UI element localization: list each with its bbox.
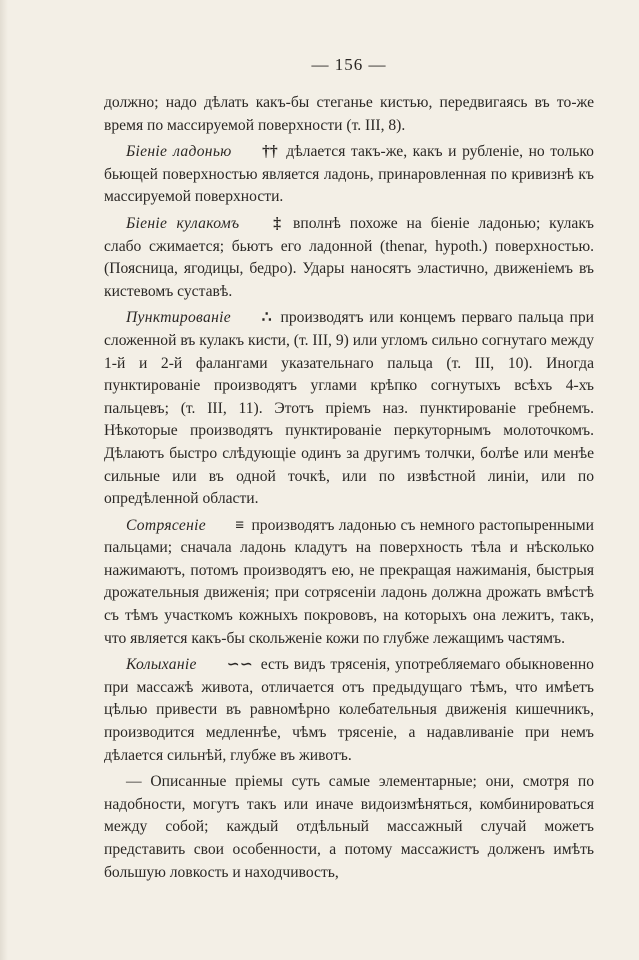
paragraph-biene-ladonyu [104, 141, 594, 209]
notation-sign: ∽∽ [226, 656, 253, 674]
notation-sign: ≡ [235, 516, 245, 534]
paragraph-summary [104, 771, 594, 884]
term-biene-kulakom: Біеніе кулакомъ [126, 214, 240, 232]
page-spine-shadow [0, 0, 8, 960]
paragraph-sotryasenie [104, 515, 594, 651]
paragraph-kolykhanie [104, 654, 594, 767]
notation-sign: †† [262, 143, 278, 161]
term-punktirovanie: Пунктированіе [126, 309, 232, 327]
paragraph-text: дѣлается такъ-же, какъ и рубленіе, но только бьющей поверхностью является ладонь, принаровленная по кривизнѣ къ массируемой поверхности. [104, 143, 594, 206]
term-biene-ladonyu: Біеніе ладонью [126, 143, 232, 161]
paragraph-text: — Описанные пріемы суть самые элементарные; они, смотря по надобности, могутъ такъ или иначе видоизмѣняться, комбинироваться между собой; каждый отдѣльный массажный случай можетъ представить свои особенности, а потому массажистъ долженъ имѣть большую ловкость и находчивость, [104, 773, 594, 881]
paragraph-text: вполнѣ похоже на біеніе ладонью; кулакъ слабо сжимается; бьютъ его ладонной (thenar, hypoth.) поверхностью. (Поясница, ягодицы, бедро). Удары наносятъ эластично, движеніемъ въ кистевомъ суставѣ. [104, 214, 594, 300]
notation-sign: ∴ [261, 309, 272, 327]
paragraph-continuation [104, 92, 594, 137]
notation-sign: ‡ [273, 214, 282, 232]
term-kolykhanie: Колыханіе [126, 656, 197, 674]
term-sotryasenie: Сотрясеніе [126, 516, 207, 534]
paragraph-text: есть видъ трясенія, употребляемаго обыкновенно при массажѣ живота, отличается отъ предыдущаго тѣмъ, что имѣетъ цѣлью привести въ равномѣрно колебательныя движенія кишечникъ, производится медленнѣе, чѣмъ трясеніе, а надавливаніе при немъ дѣлается сильнѣй, глубже въ животъ. [104, 656, 594, 764]
page-number: — 156 — [311, 55, 387, 74]
body-text [104, 92, 594, 884]
book-page [104, 52, 594, 884]
paragraph-text: производятъ ладонью съ немного растопыренными пальцами; сначала ладонь кладутъ на поверхность тѣла и нѣсколько нажимаютъ, потомъ производятъ ею, не прекращая нажиманія, быстрыя дрожательныя движенія; при сотрясеніи ладонь должна дрожать вмѣстѣ съ тѣмъ участкомъ кожныхъ покрововъ, на которыхъ она лежитъ, такъ, что является какъ-бы скольженіе кожи по глубже лежащимъ частямъ. [104, 516, 594, 647]
paragraph-biene-kulakom [104, 213, 594, 303]
paragraph-punktirovanie [104, 307, 594, 510]
paragraph-text: производятъ или концемъ перваго пальца при сложенной въ кулакъ кисти, (т. III, 9) или угломъ сильно согнутаго между 1-й и 2-й фалангами указательнаго пальца (т. III, 10). Иногда пунктированіе производятъ углами крѣпко согнутыхъ всѣхъ 4-хъ пальцевъ; (т. III, 11). Этотъ пріемъ наз. пунктированіе гребнемъ. Нѣкоторые производятъ пунктированіе перкуторнымъ молоточкомъ. Дѣлаютъ быстро слѣдующіе одинъ за другимъ толчки, болѣе или менѣе сильные или въ одной точкѣ, или по извѣстной линіи, или по опредѣленной области. [104, 309, 594, 508]
paragraph-text: должно; надо дѣлать какъ-бы стеганье кистью, передвигаясь въ то-же время по массируемой поверхности (т. III, 8). [104, 94, 594, 134]
